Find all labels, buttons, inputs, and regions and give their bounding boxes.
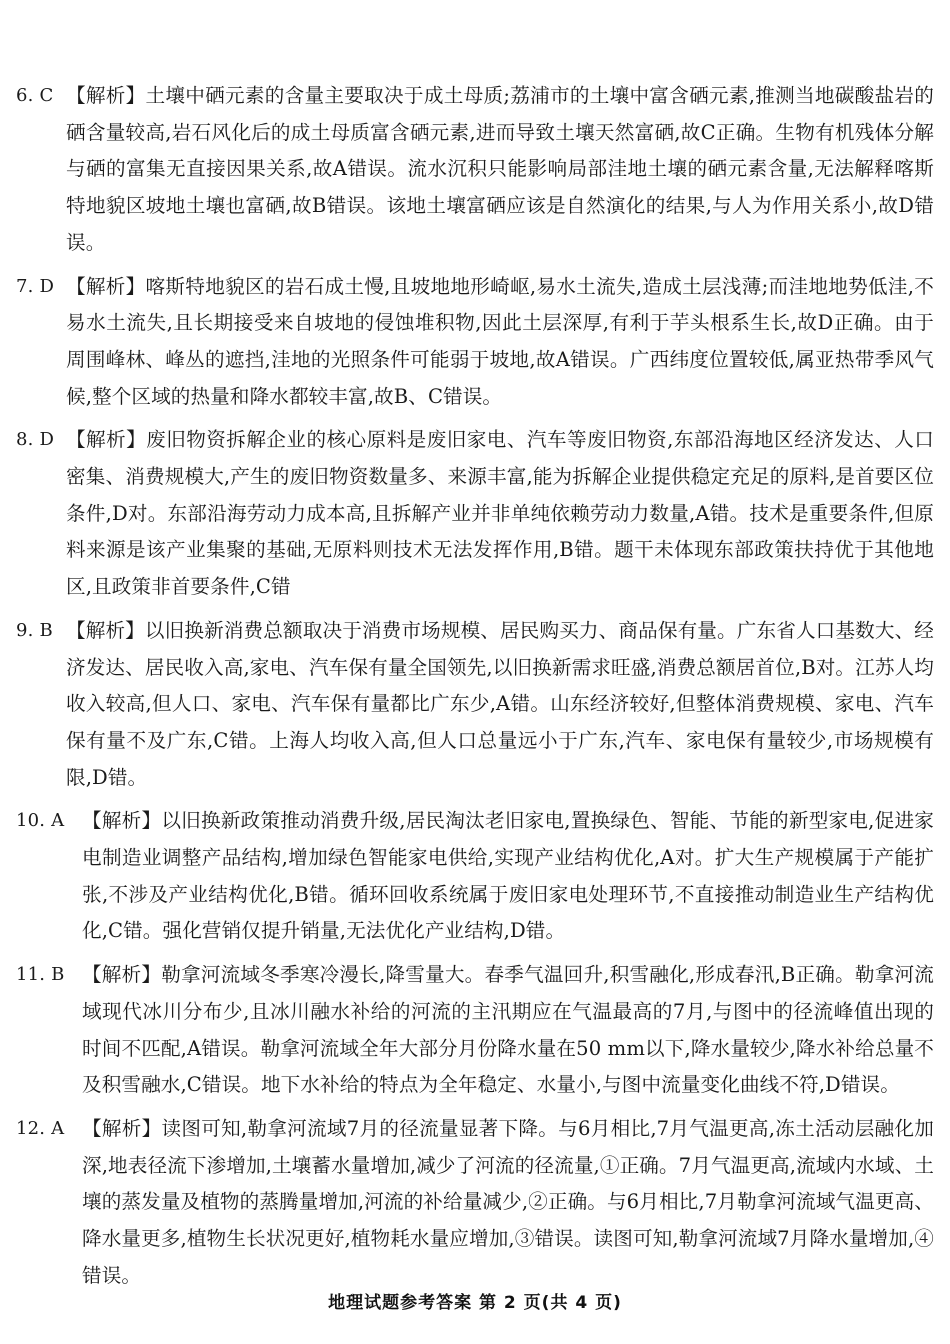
analysis-tag: 【解析】: [82, 1116, 162, 1140]
analysis-tag: 【解析】: [66, 274, 146, 298]
page-footer: 地理试题参考答案 第 2 页(共 4 页): [328, 1293, 622, 1313]
answer-list: [16, 78, 934, 1295]
answer-item-12: [16, 1111, 934, 1295]
explanation-text: 以旧换新政策推动消费升级,居民淘汰老旧家电,置换绿色、智能、节能的新型家电,促进家电制造业调整产品结构,增加绿色智能家电供给,实现产业结构优化,A对。扩大生产规模属于产能扩张,不涉及产业结构优化,B错。循环回收系统属于废旧家电处理环节,不直接推动制造业生产结构优化,C错。强化营销仅提升销量,无法优化产业结构,D错。: [82, 809, 934, 943]
answer-item-9: [16, 613, 934, 797]
answer-item-7: [16, 269, 934, 416]
answer-number: 10. A: [16, 810, 65, 832]
answer-item-11: [16, 957, 934, 1104]
answer-explanation: [66, 613, 934, 797]
analysis-tag: 【解析】: [66, 618, 145, 642]
answer-explanation: [66, 422, 934, 606]
analysis-tag: 【解析】: [82, 963, 162, 987]
answer-item-8: [16, 422, 934, 606]
answer-number: 11. B: [16, 964, 65, 986]
explanation-text: 读图可知,勒拿河流域7月的径流量显著下降。与6月相比,7月气温更高,冻土活动层融化加深,地表径流下渗增加,土壤蓄水量增加,减少了河流的径流量,①正确。7月气温更高,流域内水域、土壤的蒸发量及植物的蒸腾量增加,河流的补给量减少,②正确。与6月相比,7月勒拿河流域气温更高、降水量更多,植物生长状况更好,植物耗水量应增加,③错误。读图可知,勒拿河流域7月降水量增加,④错误。: [82, 1116, 934, 1287]
answer-explanation: [82, 803, 934, 950]
explanation-text: 以旧换新消费总额取决于消费市场规模、居民购买力、商品保有量。广东省人口基数大、经济发达、居民收入高,家电、汽车保有量全国领先,以旧换新需求旺盛,消费总额居首位,B对。江苏人均收入较高,但人口、家电、汽车保有量都比广东少,A错。山东经济较好,但整体消费规模、家电、汽车保有量不及广东,C错。上海人均收入高,但人口总量远小于广东,汽车、家电保有量较少,市场规模有限,D错。: [66, 618, 935, 789]
explanation-text: 废旧物资拆解企业的核心原料是废旧家电、汽车等废旧物资,东部沿海地区经济发达、人口密集、消费规模大,产生的废旧物资数量多、来源丰富,能为拆解企业提供稳定充足的原料,是首要区位条件,D对。东部沿海劳动力成本高,且拆解产业并非单纯依赖劳动力数量,A错。技术是重要条件,但原料来源是该产业集聚的基础,无原料则技术无法发挥作用,B错。题干未体现东部政策扶持优于其他地区,且政策非首要条件,C错: [66, 428, 934, 599]
answer-item-10: [16, 803, 934, 950]
analysis-tag: 【解析】: [82, 809, 162, 833]
answer-explanation: [66, 78, 934, 262]
answer-explanation: [66, 269, 934, 416]
answer-number: 7. D: [16, 275, 55, 297]
answer-number: 6. C: [16, 85, 54, 106]
answer-number: 9. B: [16, 619, 53, 641]
analysis-tag: 【解析】: [66, 84, 146, 107]
explanation-text: 勒拿河流域冬季寒冷漫长,降雪量大。春季气温回升,积雪融化,形成春汛,B正确。勒拿河流域现代冰川分布少,且冰川融水补给的河流的主汛期应在气温最高的7月,与图中的径流峰值出现的时间不匹配,A错误。勒拿河流域全年大部分月份降水量在50 mm以下,降水量较少,降水补给总量不及积雪融水,C错误。地下水补给的特点为全年稳定、水量小,与图中流量变化曲线不符,D错误。: [82, 963, 935, 1097]
analysis-tag: 【解析】: [66, 428, 147, 452]
answer-explanation: [82, 1111, 934, 1295]
answer-explanation: [82, 957, 934, 1104]
answer-number: 12. A: [16, 1117, 65, 1139]
explanation-text: 喀斯特地貌区的岩石成土慢,且坡地地形崎岖,易水土流失,造成土层浅薄;而洼地地势低洼,不易水土流失,且长期接受来自坡地的侵蚀堆积物,因此土层深厚,有利于芋头根系生长,故D正确。由于周围峰林、峰丛的遮挡,洼地的光照条件可能弱于坡地,故A错误。广西纬度位置较低,属亚热带季风气候,整个区域的热量和降水都较丰富,故B、C错误。: [66, 274, 934, 408]
explanation-text: 土壤中硒元素的含量主要取决于成土母质;荔浦市的土壤中富含硒元素,推测当地碳酸盐岩的硒含量较高,岩石风化后的成土母质富含硒元素,进而导致土壤天然富硒,故C正确。生物有机残体分解与硒的富集无直接因果关系,故A错误。流水沉积只能影响局部洼地土壤的硒元素含量,无法解释喀斯特地貌区坡地土壤也富硒,故B错误。该地土壤富硒应该是自然演化的结果,与人为作用关系小,故D错误。: [66, 84, 934, 254]
answer-item-6: [16, 78, 934, 262]
answer-number: 8. D: [16, 429, 55, 451]
